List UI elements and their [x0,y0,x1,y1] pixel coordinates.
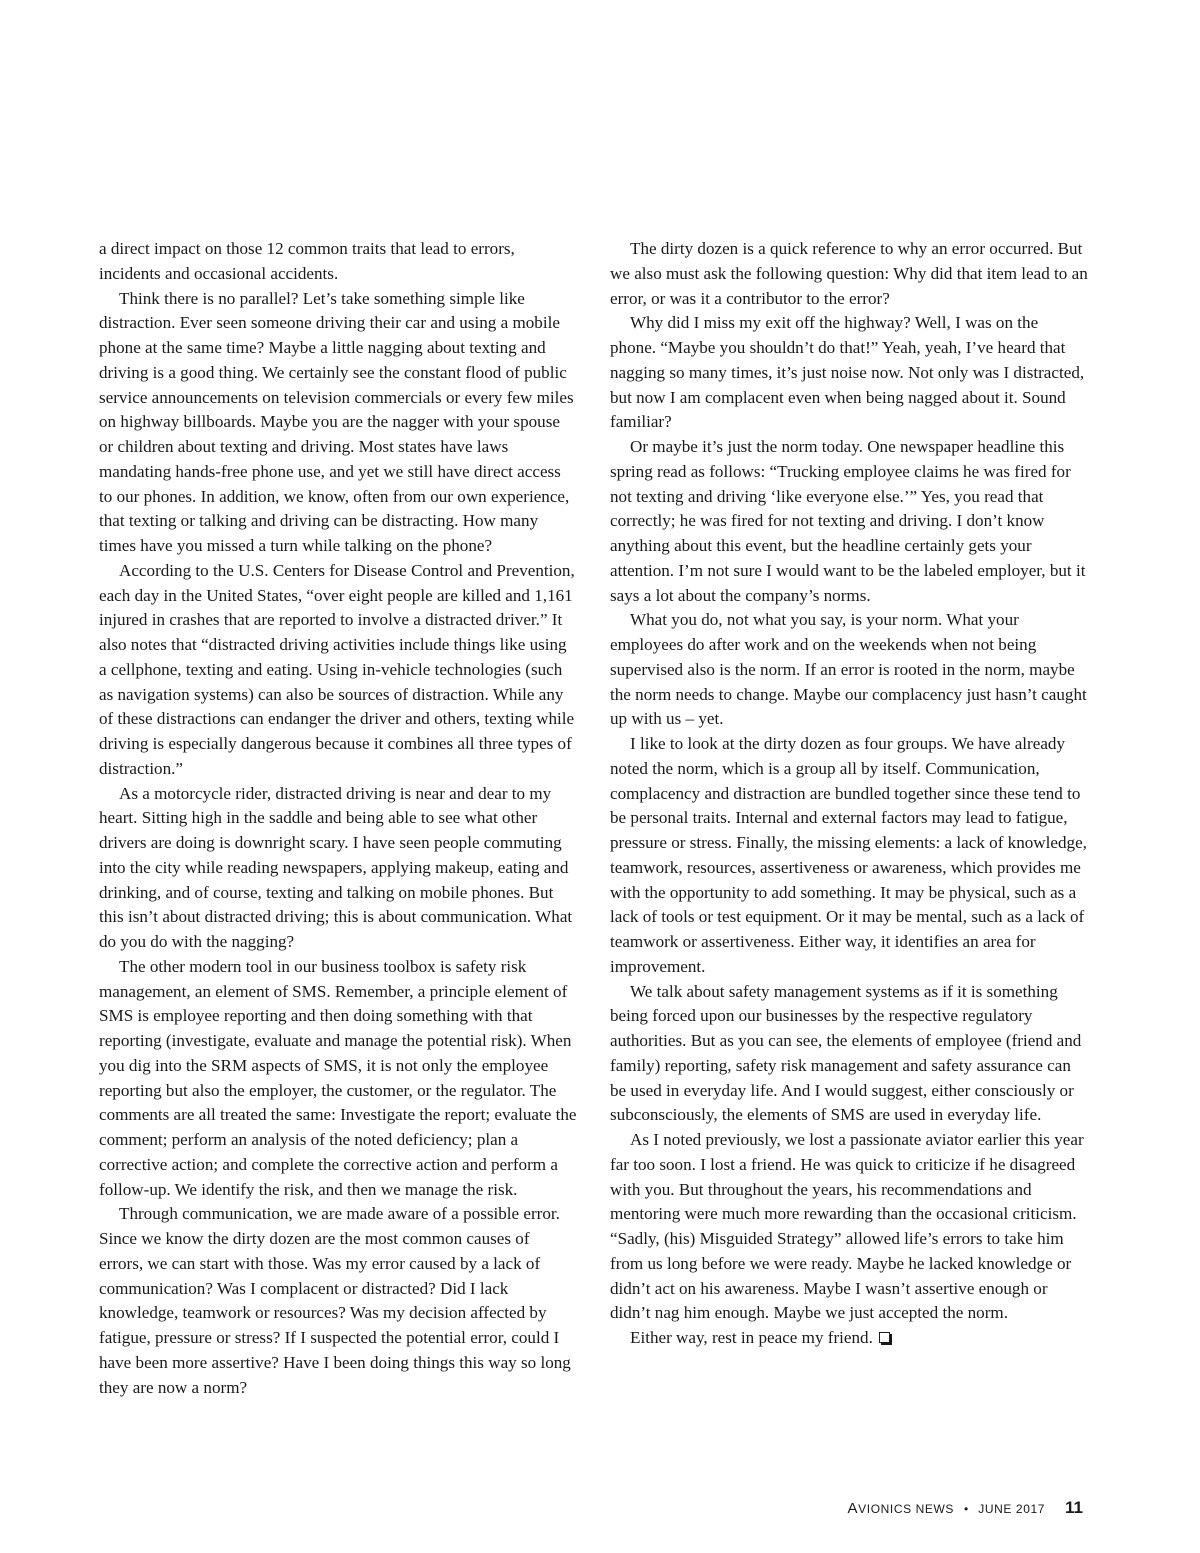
paragraph: Or maybe it’s just the norm today. One newspaper headline this spring read as follows: “Trucking employee claims he was fired for not texting and driving ‘like everyone else.’” Yes, you read that correctly; he was fired for not texting and driving. I don’t know anything about this event, but the headline certainly gets your attention. I’m not sure I would want to be the labeled employer, but it says a lot about the company’s norms. [610,437,1086,605]
paragraph: a direct impact on those 12 common traits that lead to errors, incidents and occasional accidents. [99,239,515,283]
page-footer [848,1498,1083,1518]
issue-date: JUNE 2017 [978,1502,1046,1516]
closing-text: Either way, rest in peace my friend. [630,1328,873,1347]
paragraph: Through communication, we are made aware of a possible error. Since we know the dirty dozen are the most common causes of errors, we can start with those. Was my error caused by a lack of communication? Was I complacent or distracted? Did I lack knowledge, teamwork or resources? Was my decision affected by fatigue, pressure or stress? If I suspected the potential error, could I have been more assertive? Have I been doing things this way so long they are now a norm? [99,1204,571,1397]
right-column [610,237,1088,1351]
paragraph: We talk about safety management systems as if it is something being forced upon our businesses by the respective regulatory authorities. But as you can see, the elements of employee (friend and family) reporting, safety risk management and safety assurance can be used in everyday life. And I would suggest, either consciously or subconsciously, the elements of SMS are used in everyday life. [610,981,1082,1125]
paragraph: I like to look at the dirty dozen as four groups. We have already noted the norm, which is a group all by itself. Communication, complacency and distraction are bundled together since these tend to be personal traits. Internal and external factors may lead to fatigue, pressure or stress. Finally, the missing elements: a lack of knowledge, teamwork, resources, assertiveness or awareness, which provides me with the opportunity to add something. It may be physical, such as a lack of tools or test equipment. Or it may be mental, such as a lack of teamwork or assertiveness. Either way, it identifies an area for improvement. [610,734,1087,976]
paragraph: What you do, not what you say, is your norm. What your employees do after work and on the weekends when not being supervised also is the norm. If an error is rooted in the norm, maybe the norm needs to change. Maybe our complacency just hasn’t caught up with us – yet. [610,610,1087,729]
footer-separator: • [964,1502,969,1516]
paragraph: As I noted previously, we lost a passionate aviator earlier this year far too soon. I lost a friend. He was quick to criticize if he disagreed with you. But throughout the years, his recommendations and mentoring were much more rewarding than the occasional criticism. “Sadly, (his) Misguided Strategy” allowed life’s errors to take him from us long before we were ready. Maybe he lacked knowledge or didn’t act on his awareness. Maybe I wasn’t assertive enough or didn’t nag him enough. Maybe we just accepted the norm. [610,1130,1084,1323]
paragraph: Why did I miss my exit off the highway? Well, I was on the phone. “Maybe you shouldn’t do that!” Yeah, yeah, I’ve heard that nagging so many times, it’s just noise now. Not only was I distracted, but now I am complacent even when being nagged about it. Sound familiar? [610,313,1085,432]
publication-name [848,1500,955,1517]
publication-rest: VIONICS NEWS [858,1502,955,1516]
paragraph: According to the U.S. Centers for Disease Control and Prevention, each day in the United States, “over eight people are killed and 1,161 injured in crashes that are reported to involve a distracted driver.” It also notes that “distracted driving activities include things like using a cellphone, texting and eating. Using in-vehicle technologies (such as navigation systems) can also be sources of distraction. While any of these distractions can endanger the driver and others, texting while driving is especially dangerous because it combines all three types of distraction.” [99,560,575,778]
left-column [99,237,577,1400]
paragraph: Think there is no parallel? Let’s take something simple like distraction. Ever seen someone driving their car and using a mobile phone at the same time? Maybe a little nagging about texting and driving is a good thing. We certainly see the constant flood of public service announcements on television commercials or every few miles on highway billboards. Maybe you are the nagger with your spouse or children about texting and driving. Most states have laws mandating hands-free phone use, and yet we still have direct access to our phones. In addition, we know, often from our own experience, that texting or talking and driving can be distracting. How many times have you missed a turn while talking on the phone? [99,288,574,555]
end-mark-icon [879,1332,890,1343]
paragraph: The other modern tool in our business toolbox is safety risk management, an element of SMS. Remember, a principle element of SMS is employee reporting and then doing something with that reporting (investigate, evaluate and manage the potential risk). When you dig into the SRM aspects of SMS, it is not only the employee reporting but also the employer, the customer, or the regulator. The comments are all treated the same: Investigate the report; evaluate the comment; perform an analysis of the noted deficiency; plan a corrective action; and complete the corrective action and perform a follow-up. We identify the risk, and then we manage the risk. [99,956,577,1199]
paragraph: As a motorcycle rider, distracted driving is near and dear to my heart. Sitting high in the saddle and being able to see what other drivers are doing is downright scary. I have seen people commuting into the city while reading newspapers, applying makeup, eating and drinking, and of course, texting and talking on mobile phones. But this isn’t about distracted driving; this is about communication. What do you do with the nagging? [99,783,573,951]
publication-initial: A [847,1500,859,1517]
closing-paragraph [610,1326,1088,1351]
paragraph: The dirty dozen is a quick reference to why an error occurred. But we also must ask the following question: Why did that item lead to an error, or was it a contributor to the error? [610,239,1088,308]
page-number: 11 [1065,1498,1083,1517]
